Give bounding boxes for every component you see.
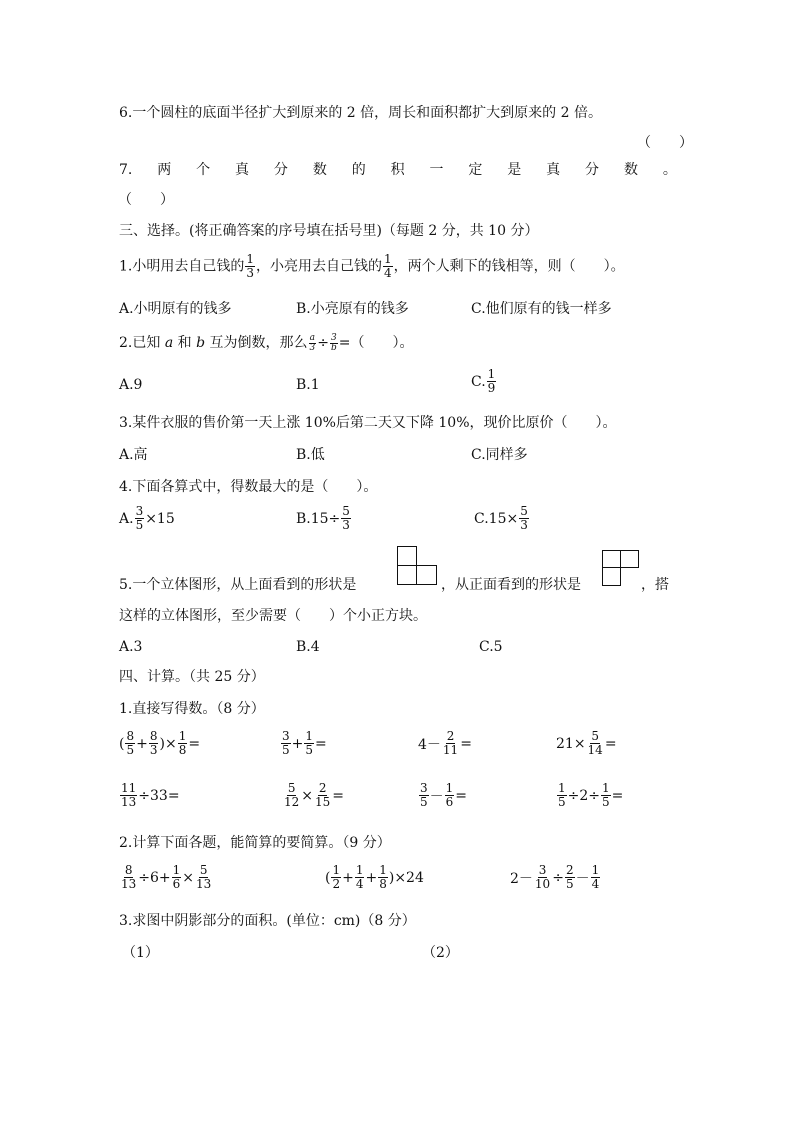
q2-option-b[interactable]: B.1 (296, 377, 320, 393)
choice-q5-end: ，搭 (641, 577, 669, 593)
fraction: $\frac{1}{4}$ (591, 863, 600, 891)
fraction: $\frac{1}{5}$ (558, 781, 566, 809)
fraction: $\frac{2}{5}$ (565, 863, 574, 891)
calc-item: $\frac{11}{13}$ ÷33 = (121, 781, 180, 809)
fraction: $\frac{5}{14}$ (587, 729, 603, 757)
fraction: $\frac{3}{b}$ (330, 332, 337, 353)
cube-square (602, 567, 621, 586)
fraction: $\frac{8}{13}$ (121, 863, 137, 891)
choice-q5-mid: ，从正面看到的形状是 (441, 577, 581, 593)
subpart-2-label: （2） (422, 945, 459, 961)
fraction: $\frac{8}{3}$ (149, 729, 158, 757)
part-2-title: 2.计算下面各题，能简算的要简算。（9 分） (119, 835, 391, 851)
calc-item: $\frac{1}{5}$ ÷2÷ $\frac{1}{5}$ = (558, 781, 624, 809)
q5-option-a[interactable]: A.3 (119, 639, 143, 655)
fraction: $\frac{1}{3}$ (246, 252, 254, 280)
fraction: $\frac{11}{13}$ (121, 781, 137, 809)
judge-q6: 6.一个圆柱的底面半径扩大到原来的 2 倍，周长和面积都扩大到原来的 2 倍。 (119, 105, 602, 121)
part-1-title: 1.直接写得数。（8 分） (119, 701, 265, 717)
fraction: $\frac{1}{4}$ (355, 863, 364, 891)
fraction: $\frac{5}{3}$ (342, 504, 350, 532)
fraction: $\frac{3}{10}$ (534, 863, 551, 891)
q3-option-c[interactable]: C.同样多 (471, 447, 528, 463)
q4-option-b[interactable]: B.15÷ $\frac{5}{3}$ (296, 504, 350, 532)
q2-option-a[interactable]: A.9 (119, 377, 143, 393)
q3-option-a[interactable]: A.高 (119, 447, 148, 463)
cube-square (416, 565, 437, 585)
calc-item: 2－ $\frac{3}{10}$ ÷ $\frac{2}{5}$ － $\frac{1}{4}$ (510, 863, 600, 891)
cube-square (397, 565, 417, 585)
q1-option-a[interactable]: A.小明原有的钱多 (119, 301, 232, 317)
fraction: $\frac{8}{5}$ (126, 729, 135, 757)
fraction: $\frac{3}{5}$ (282, 729, 290, 757)
fraction: $\frac{1}{5}$ (305, 729, 314, 757)
q3-option-b[interactable]: B.低 (296, 447, 325, 463)
fraction: $\frac{3}{5}$ (420, 781, 428, 809)
calc-item: $\frac{8}{13}$ ÷6+ $\frac{1}{6}$ × $\frac{5}{13}$ (121, 863, 212, 891)
fraction: $\frac{1}{6}$ (445, 781, 454, 809)
q5-option-b[interactable]: B.4 (296, 639, 320, 655)
subpart-1-label: （1） (122, 945, 159, 961)
fraction: $\frac{a}{3}$ (309, 332, 316, 353)
calc-item: 21× $\frac{5}{14}$ = (556, 729, 617, 757)
section-3-title: 三、选择。(将正确答案的序号填在括号里)（每题 2 分，共 10 分） (119, 223, 539, 239)
judge-q7-answer-paren[interactable]: （ ） (118, 192, 174, 208)
fraction: $\frac{3}{5}$ (135, 504, 144, 532)
choice-q1: 1.小明用去自己钱的 $\frac{1}{3}$ ，小亮用去自己钱的 $\frac{1}{4}$ ，两个人剩下的钱相等，则（ ）。 (119, 252, 625, 280)
fraction: $\frac{1}{6}$ (172, 863, 181, 891)
fraction: $\frac{1}{9}$ (487, 367, 496, 395)
q1-option-b[interactable]: B.小亮原有的钱多 (296, 301, 409, 317)
q5-option-c[interactable]: C.5 (479, 639, 503, 655)
fraction: $\frac{1}{5}$ (602, 781, 610, 809)
fraction: $\frac{1}{4}$ (384, 252, 392, 280)
fraction: $\frac{1}{8}$ (379, 863, 387, 891)
judge-q7: 7. 两 个 真 分 数 的 积 一 定 是 真 分 数 。 (119, 162, 677, 178)
calc-item: ( $\frac{1}{2}$ + $\frac{1}{4}$ + $\frac{1}{8}$ )×24 (325, 863, 424, 891)
choice-q5-line2: 这样的立体图形，至少需要（ ）个小正方块。 (119, 608, 427, 624)
fraction: $\frac{5}{12}$ (284, 781, 300, 809)
cube-square (397, 546, 417, 566)
choice-q5-line1: 5.一个立体图形，从上面看到的形状是 (119, 577, 357, 593)
q2-option-c[interactable]: C. $\frac{1}{9}$ (471, 367, 496, 395)
calc-item: $\frac{3}{5}$ － $\frac{1}{6}$ = (420, 781, 468, 809)
choice-q2: 2.已知 a 和 b 互为倒数，那么 $\frac{a}{3}$ ÷ $\frac{3}{b}$ =（ ）。 (119, 332, 414, 353)
judge-q6-answer-paren[interactable]: （ ） (637, 135, 693, 151)
q4-option-c[interactable]: C.15× $\frac{5}{3}$ (474, 504, 528, 532)
cube-square (602, 550, 621, 568)
fraction: $\frac{2}{11}$ (442, 729, 459, 757)
fraction: $\frac{5}{13}$ (196, 863, 212, 891)
calc-item: ( $\frac{8}{5}$ + $\frac{8}{3}$ )× $\frac{1}{8}$ = (119, 729, 201, 757)
section-4-title: 四、计算。（共 25 分） (119, 669, 265, 685)
fraction: $\frac{1}{8}$ (178, 729, 187, 757)
fraction: $\frac{2}{15}$ (315, 781, 331, 809)
fraction: $\frac{5}{3}$ (520, 504, 528, 532)
part-3-title: 3.求图中阴影部分的面积。(单位：cm)（8 分） (119, 913, 416, 929)
choice-q4: 4.下面各算式中，得数最大的是（ ）。 (119, 479, 378, 495)
calc-item: 4－ $\frac{2}{11}$ = (418, 729, 472, 757)
q1-option-c[interactable]: C.他们原有的钱一样多 (471, 301, 612, 317)
q4-option-a[interactable]: A. $\frac{3}{5}$ ×15 (119, 504, 175, 532)
cube-square (620, 550, 639, 568)
calc-item: $\frac{5}{12}$ × $\frac{2}{15}$ = (284, 781, 345, 809)
choice-q3: 3.某件衣服的售价第一天上涨 10%后第二天又下降 10%，现价比原价（ ）。 (119, 415, 617, 431)
fraction: $\frac{1}{2}$ (332, 863, 341, 891)
calc-item: $\frac{3}{5}$ + $\frac{1}{5}$ = (282, 729, 327, 757)
